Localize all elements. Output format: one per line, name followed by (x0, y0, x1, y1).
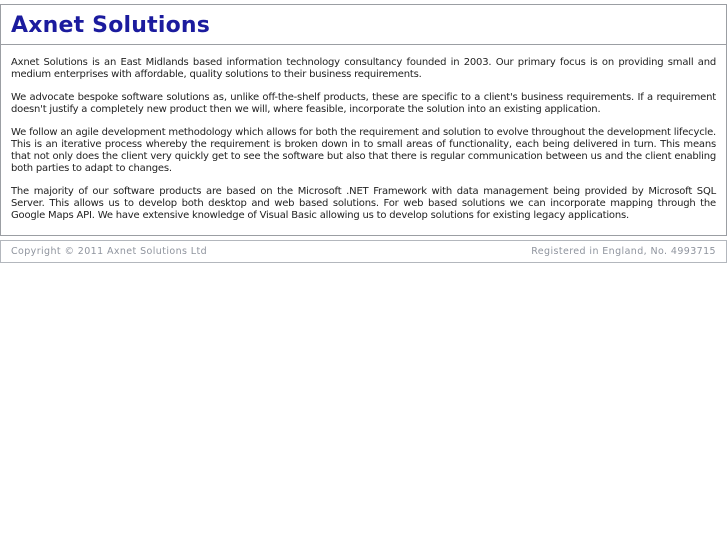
intro-paragraph: Axnet Solutions is an East Midlands based information technology consultancy founded in 2003. Our primary focus is on providing small and medium enterprises with affordable, quality solutions to their business requirements. (11, 57, 716, 80)
site-footer (0, 240, 727, 263)
site-title: Axnet Solutions (11, 13, 211, 38)
main-panel (0, 4, 727, 236)
site-header (1, 5, 726, 45)
agile-methodology-paragraph: We follow an agile development methodology which allows for both the requirement and solution to evolve throughout the development lifecycle. This is an iterative process whereby the requirement is broken down in to small areas of functionality, each being delivered in turn. This means that not only does the client very quickly get to see the software but also that there is regular communication between us and the client enabling both parties to adapt to changes. (11, 127, 716, 174)
technology-stack-paragraph: The majority of our software products are based on the Microsoft .NET Framework with data management being provided by Microsoft SQL Server. This allows us to develop both desktop and web based solutions. For web based solutions we can incorporate mapping through the Google Maps API. We have extensive knowledge of Visual Basic allowing us to develop solutions for existing legacy applications. (11, 186, 716, 221)
bespoke-software-paragraph: We advocate bespoke software solutions as, unlike off-the-shelf products, these are specific to a client's business requirements. If a requirement doesn't justify a completely new product then we will, where feasible, incorporate the solution into an existing application. (11, 92, 716, 115)
registration-text: Registered in England, No. 4993715 (531, 246, 716, 257)
copyright-text: Copyright © 2011 Axnet Solutions Ltd (11, 246, 208, 257)
main-content (1, 45, 726, 235)
